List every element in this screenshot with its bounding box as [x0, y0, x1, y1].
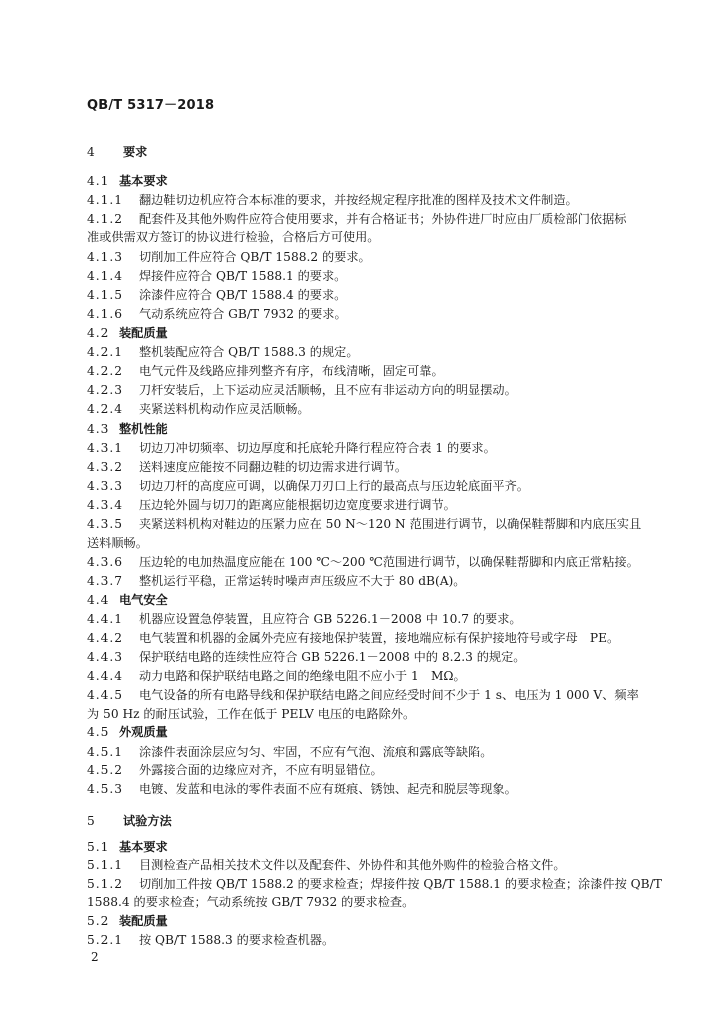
clause-number: 4.4.3	[87, 650, 124, 664]
clause-line	[87, 572, 465, 590]
clause-line	[87, 362, 444, 380]
clause-line	[87, 743, 492, 761]
clause-text: 外露接合面的边缘应对齐，不应有明显错位。	[139, 763, 383, 777]
clause-text: 电镀、发蓝和电泳的零件表面不应有斑痕、锈蚀、起壳和脱层等现象。	[139, 782, 517, 796]
clause-text: 为 50 Hz 的耐压试验，工作在低于 PELV 电压的电路除外。	[87, 707, 416, 721]
clause-text: 切边刀杆的高度应可调，以确保刀刃口上行的最高点与压边轮底面平齐。	[139, 479, 529, 493]
clause-number: 5.2.1	[87, 933, 124, 947]
clause-text: 切削加工件应符合 QB/T 1588.2 的要求。	[139, 250, 371, 264]
standard-code: QB/T 5317－2018	[87, 98, 215, 113]
clause-number: 4.2.2	[87, 364, 124, 378]
clause-number: 4.4.1	[87, 612, 124, 626]
clause-text: 要求	[123, 145, 148, 159]
clause-line	[87, 286, 346, 304]
clause-line	[87, 458, 407, 476]
clause-text: 基本要求	[119, 840, 168, 854]
clause-number: 4	[87, 145, 96, 159]
clause-text: 切边刀冲切频率、切边厚度和托底轮升降行程应符合表 1 的要求。	[139, 441, 496, 455]
clause-text: 电气设备的所有电路导线和保护联结电路之间应经受时间不少于 1 s、电压为 1 000 V、频率	[139, 688, 639, 702]
clause-text: 送料顺畅。	[87, 536, 148, 550]
subsection-heading	[87, 912, 168, 930]
clause-text: 送料速度应能按不同翻边鞋的切边需求进行调节。	[139, 460, 408, 474]
clause-number: 4.5.3	[87, 782, 124, 796]
clause-text: 电气装置和机器的金属外壳应有接地保护装置，接地端应标有保护接地符号或字母 PE。	[139, 631, 620, 645]
clause-continuation	[87, 705, 415, 723]
clause-number: 4.1.1	[87, 193, 124, 207]
clause-number: 4.2.3	[87, 383, 124, 397]
clause-number: 4.3.3	[87, 479, 124, 493]
clause-text: 目测检查产品相关技术文件以及配套件、外协件和其他外购件的检验合格文件。	[139, 858, 566, 872]
clause-number: 4.4.5	[87, 688, 124, 702]
clause-text: 焊接件应符合 QB/T 1588.1 的要求。	[139, 269, 347, 283]
clause-line	[87, 629, 619, 647]
clause-number: 4.4	[87, 593, 110, 607]
clause-text: 刀杆安装后，上下运动应灵活顺畅，且不应有非运动方向的明显摆动。	[139, 383, 517, 397]
clause-line	[87, 515, 641, 533]
clause-text: 电气安全	[119, 593, 168, 607]
clause-line	[87, 267, 346, 285]
clause-number: 4.2	[87, 326, 110, 340]
clause-number: 4.3.1	[87, 441, 124, 455]
clause-number: 5.1.1	[87, 858, 124, 872]
clause-text: 整机装配应符合 QB/T 1588.3 的规定。	[139, 345, 359, 359]
clause-number: 5.2	[87, 914, 110, 928]
clause-line	[87, 875, 662, 893]
clause-line	[87, 553, 639, 571]
clause-line	[87, 381, 517, 399]
clause-number: 4.3.4	[87, 498, 124, 512]
clause-text: 夹紧送料机构动作应灵活顺畅。	[139, 402, 310, 416]
clause-continuation	[87, 534, 148, 552]
clause-text: 夹紧送料机构对鞋边的压紧力应在 50 N～120 N 范围进行调节，以确保鞋帮脚和内底压实且	[139, 517, 642, 531]
clause-line	[87, 305, 347, 323]
section-heading	[87, 812, 172, 830]
clause-number: 4.3.7	[87, 574, 124, 588]
clause-text: 压边轮外圆与切刀的距离应能根据切边宽度要求进行调节。	[139, 498, 456, 512]
clause-number: 4.3.2	[87, 460, 124, 474]
clause-number: 5.1.2	[87, 877, 124, 891]
clause-number: 4.4.4	[87, 669, 124, 683]
clause-text: 电气元件及线路应排列整齐有序，布线清晰，固定可靠。	[139, 364, 444, 378]
clause-text: 装配质量	[119, 326, 168, 340]
clause-number: 4.2.4	[87, 402, 124, 416]
clause-text: 外观质量	[119, 725, 168, 739]
clause-line	[87, 210, 627, 228]
clause-continuation	[87, 228, 380, 246]
clause-number: 4.3.5	[87, 517, 124, 531]
page-number: 2	[91, 950, 99, 964]
clause-number: 4.1	[87, 174, 110, 188]
clause-text: 气动系统应符合 GB/T 7932 的要求。	[139, 307, 347, 321]
clause-text: 翻边鞋切边机应符合本标准的要求，并按经规定程序批准的图样及技术文件制造。	[139, 193, 578, 207]
clause-text: 涂漆件应符合 QB/T 1588.4 的要求。	[139, 288, 347, 302]
clause-line	[87, 400, 310, 418]
clause-text: 机器应设置急停装置，且应符合 GB 5226.1－2008 中 10.7 的要求。	[139, 612, 522, 626]
clause-text: 保护联结电路的连续性应符合 GB 5226.1－2008 中的 8.2.3 的规定。	[139, 650, 526, 664]
clause-line	[87, 761, 383, 779]
clause-number: 4.5.1	[87, 745, 124, 759]
clause-text: 装配质量	[119, 914, 168, 928]
subsection-heading	[87, 723, 168, 741]
clause-line	[87, 496, 456, 514]
clause-number: 5.1	[87, 840, 110, 854]
clause-continuation	[87, 893, 414, 911]
clause-number: 4.4.2	[87, 631, 124, 645]
clause-number: 4.5.2	[87, 763, 124, 777]
clause-number: 4.3	[87, 422, 110, 436]
clause-number: 4.3.6	[87, 555, 124, 569]
clause-line	[87, 610, 522, 628]
clause-text: 动力电路和保护联结电路之间的绝缘电阻不应小于 1 MΩ。	[139, 669, 466, 683]
clause-text: 准或供需双方签订的协议进行检验，合格后方可使用。	[87, 230, 380, 244]
subsection-heading	[87, 838, 168, 856]
clause-line	[87, 191, 578, 209]
clause-text: 试验方法	[123, 814, 172, 828]
clause-number: 4.1.5	[87, 288, 124, 302]
clause-text: 配套件及其他外购件应符合使用要求，并有合格证书；外协件进厂时应由厂质检部门依据标	[139, 212, 627, 226]
clause-number: 4.5	[87, 725, 110, 739]
subsection-heading	[87, 591, 168, 609]
clause-number: 4.2.1	[87, 345, 124, 359]
clause-number: 5	[87, 814, 96, 828]
subsection-heading	[87, 324, 168, 342]
clause-text: 整机性能	[119, 422, 168, 436]
section-heading	[87, 143, 147, 161]
clause-line	[87, 667, 466, 685]
clause-line	[87, 648, 525, 666]
clause-line	[87, 343, 359, 361]
clause-text: 基本要求	[119, 174, 168, 188]
clause-line	[87, 477, 529, 495]
clause-number: 4.1.4	[87, 269, 124, 283]
clause-line	[87, 248, 371, 266]
clause-number: 4.1.2	[87, 212, 124, 226]
clause-text: 整机运行平稳，正常运转时噪声声压级应不大于 80 dB(A)。	[139, 574, 466, 588]
clause-text: 涂漆件表面涂层应匀匀、牢固，不应有气泡、流痕和露底等缺陷。	[139, 745, 493, 759]
clause-text: 切削加工件按 QB/T 1588.2 的要求检查；焊接件按 QB/T 1588.1 的要求检查；涂漆件按 QB/T	[139, 877, 662, 891]
clause-line	[87, 686, 639, 704]
clause-number: 4.1.3	[87, 250, 124, 264]
clause-number: 4.1.6	[87, 307, 124, 321]
clause-text: 压边轮的电加热温度应能在 100 ℃～200 ℃范围进行调节，以确保鞋帮脚和内底正常粘接。	[139, 555, 639, 569]
clause-line	[87, 931, 334, 949]
clause-line	[87, 439, 496, 457]
clause-line	[87, 780, 517, 798]
subsection-heading	[87, 172, 168, 190]
clause-text: 1588.4 的要求检查；气动系统按 GB/T 7932 的要求检查。	[87, 895, 415, 909]
clause-text: 按 QB/T 1588.3 的要求检查机器。	[139, 933, 335, 947]
subsection-heading	[87, 420, 168, 438]
clause-line	[87, 856, 566, 874]
